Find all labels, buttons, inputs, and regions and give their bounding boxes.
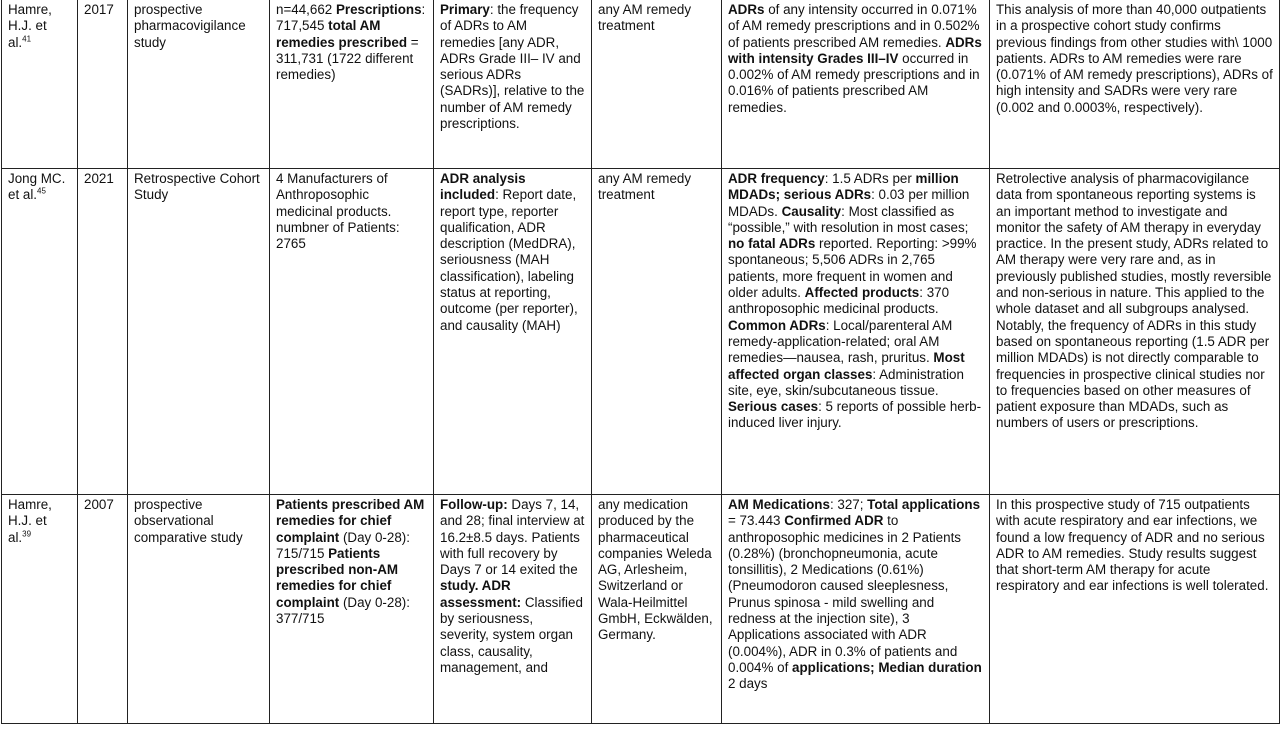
text-segment: Classified by seriousness, severity, system organ class, causality, management, and bbox=[440, 594, 583, 675]
bold-text-segment: Total applications bbox=[867, 497, 981, 512]
bold-text-segment: Confirmed ADR bbox=[784, 513, 884, 529]
population-cell bbox=[270, 169, 434, 495]
bold-text-segment: Serious cases bbox=[728, 399, 819, 415]
outcomes-cell bbox=[434, 169, 592, 495]
table-row bbox=[2, 169, 1280, 495]
text-segment: = 73.443 bbox=[728, 513, 785, 529]
table-row bbox=[2, 0, 1280, 169]
population-cell bbox=[270, 495, 434, 724]
text-segment: (Day 0-28): 377/715 bbox=[276, 594, 410, 627]
year-cell: 2007 bbox=[78, 495, 128, 724]
design-cell: prospective observational comparative study bbox=[128, 495, 270, 724]
bold-text-segment: Common ADRs bbox=[728, 317, 826, 333]
text-segment: = 311,731 (1722 different remedies) bbox=[276, 34, 419, 83]
bold-text-segment: ADR frequency bbox=[728, 171, 825, 186]
text-segment: 4 Manufacturers of Anthroposophic medicinal products. numbner of Patients: 2765 bbox=[276, 171, 400, 252]
text-segment: of any intensity occurred in 0.071% of AM remedy prescriptions and in 0.502% of patients prescribed AM remedies. bbox=[728, 2, 980, 50]
conclusion-cell: This analysis of more than 40,000 outpatients in a prospective cohort study confirms previous findings from other studies with\ 1000 patients. ADRs to AM remedies were rare (0.071% of AM remedy prescriptions), ADRs of high intensity and SADRs were very rare (0.002 and 0.0003%, respectively). bbox=[990, 0, 1280, 169]
bold-text-segment: ADRs with intensity Grades III–IV bbox=[728, 34, 982, 66]
studies-table bbox=[1, 0, 1280, 724]
table-row bbox=[2, 495, 1280, 724]
reference-superscript: 45 bbox=[37, 186, 46, 196]
text-segment: : Local/parenteral AM remedy-application-related; oral AM remedies—nausea, rash, pruritus. bbox=[728, 317, 953, 366]
text-segment: : Most classified as “possible,” with resolution in most cases; bbox=[728, 203, 969, 235]
text-segment: : Administration site, eye, skin/subcutaneous tissue. bbox=[728, 366, 964, 398]
text-segment: n=44,662 bbox=[276, 2, 336, 17]
conclusion-cell: Retrolective analysis of pharmacovigilance data from spontaneous reporting systems is an important method to investigate and monitor the safety of AM therapy in everyday practice. In the present study, ADRs related to AM therapy were very rare and, as in previously published studies, mostly reversible and non-serious in nature. This applied to the whole dataset and all subgroups analysed. Notably, the frequency of ADRs in this study based on spontaneous reporting (1.5 ADR per million MDADs) is not directly comparable to frequencies in prospective clinical studies nor to frequencies based on other measures of patient exposure than MDADs, such as numbers of users or prescriptions. bbox=[990, 169, 1280, 495]
bold-text-segment: total AM remedies prescribed bbox=[276, 18, 407, 50]
intervention-cell: any AM remedy treatment bbox=[592, 0, 722, 169]
text-segment: to anthroposophic medicines in 2 Patients (0.28%) (bronchopneumonia, acute tonsillitis), 2 Medications (0.61%) (Pneumodoron caused sleeplesness, Prunus spinosa - mild swelling and redness at the injection site), 3 Applications associated with ADR (0.004%), ADR in 0.3% of patients and 0.004% of bbox=[728, 513, 961, 675]
author-cell: Hamre, H.J. et al.$^{39}$ bbox=[2, 495, 78, 724]
conclusion-cell: In this prospective study of 715 outpatients with acute respiratory and ear infections, we found a low frequency of ADR and no serious ADR to AM remedies. Study results suggest that short-term AM therapy for acute respiratory and ear infections is well tolerated. bbox=[990, 495, 1280, 724]
text-segment: reported. Reporting: >99% spontaneous; 5,506 ADRs in 2,765 patients, more frequent in women and older adults. bbox=[728, 236, 977, 301]
text-segment: : 1.5 ADRs per bbox=[824, 171, 916, 186]
results-cell bbox=[722, 169, 990, 495]
bold-text-segment: AM Medications bbox=[728, 497, 830, 512]
reference-superscript: 39 bbox=[22, 529, 32, 539]
bold-text-segment: Follow-up: bbox=[440, 497, 508, 512]
bold-text-segment: no fatal ADRs bbox=[728, 236, 816, 252]
text-segment: : 717,545 bbox=[276, 2, 426, 34]
bold-text-segment: applications; Median duration bbox=[792, 659, 982, 675]
text-segment: 2 days bbox=[728, 676, 768, 692]
bold-text-segment: Causality bbox=[781, 203, 842, 219]
reference-superscript: 41 bbox=[22, 34, 32, 44]
year-cell: 2021 bbox=[78, 169, 128, 495]
population-cell bbox=[270, 0, 434, 169]
year-cell: 2017 bbox=[78, 0, 128, 169]
outcomes-cell bbox=[434, 0, 592, 169]
design-cell: prospective pharmacovigilance study bbox=[128, 0, 270, 169]
results-cell bbox=[722, 0, 990, 169]
bold-text-segment: Most affected organ classes bbox=[728, 350, 965, 382]
bold-text-segment: million MDADs; serious ADRs bbox=[728, 171, 959, 203]
text-segment: : 0.03 per million MDADs. bbox=[728, 187, 970, 219]
bold-text-segment: ADRs bbox=[728, 2, 765, 17]
bold-text-segment: ADR analysis included bbox=[440, 171, 526, 203]
text-segment: : 370 anthroposophic medicinal products. bbox=[728, 285, 950, 317]
text-segment: : 327; bbox=[829, 497, 868, 512]
text-segment: : Report date, report type, reporter qualification, ADR description (MedDRA), seriousness (MAH classification), labeling status at reporting, outcome (per reporter), and causality (MAH) bbox=[440, 187, 578, 333]
outcomes-cell bbox=[434, 495, 592, 724]
intervention-cell: any medication produced by the pharmaceutical companies Weleda AG, Arlesheim, Switzerland or Wala-Heilmittel GmbH, Eckwälden, Germany. bbox=[592, 495, 722, 724]
text-segment: Days 7, 14, and 28; final interview at 16.2±8.5 days. Patients with full recovery by Days 7 or 14 exited the bbox=[440, 497, 585, 578]
bold-text-segment: study. ADR assessment: bbox=[440, 578, 522, 610]
author-cell: Jong MC. et al.$^{45}$ bbox=[2, 169, 78, 495]
bold-text-segment: Affected products bbox=[804, 285, 920, 301]
design-cell: Retrospective Cohort Study bbox=[128, 169, 270, 495]
text-segment: : 5 reports of possible herb-induced liver injury. bbox=[728, 399, 982, 431]
text-segment: occurred in 0.002% of AM remedy prescriptions and in 0.016% of patients prescribed AM remedies. bbox=[728, 50, 980, 115]
text-segment: : the frequency of ADRs to AM remedies [any ADR, ADRs Grade III– IV and serious ADRs (SADRs)], relative to the number of AM remedy prescriptions. bbox=[440, 2, 585, 132]
intervention-cell: any AM remedy treatment bbox=[592, 169, 722, 495]
bold-text-segment: Prescriptions bbox=[335, 2, 422, 17]
text-segment: (Day 0-28): 715/715 bbox=[276, 529, 410, 561]
bold-text-segment: Patients prescribed non-AM remedies for chief complaint bbox=[276, 545, 399, 610]
author-cell: Hamre, H.J. et al.$^{41}$ bbox=[2, 0, 78, 169]
bold-text-segment: Primary bbox=[440, 2, 490, 17]
bold-text-segment: Patients prescribed AM remedies for chief complaint bbox=[276, 497, 425, 545]
results-cell bbox=[722, 495, 990, 724]
